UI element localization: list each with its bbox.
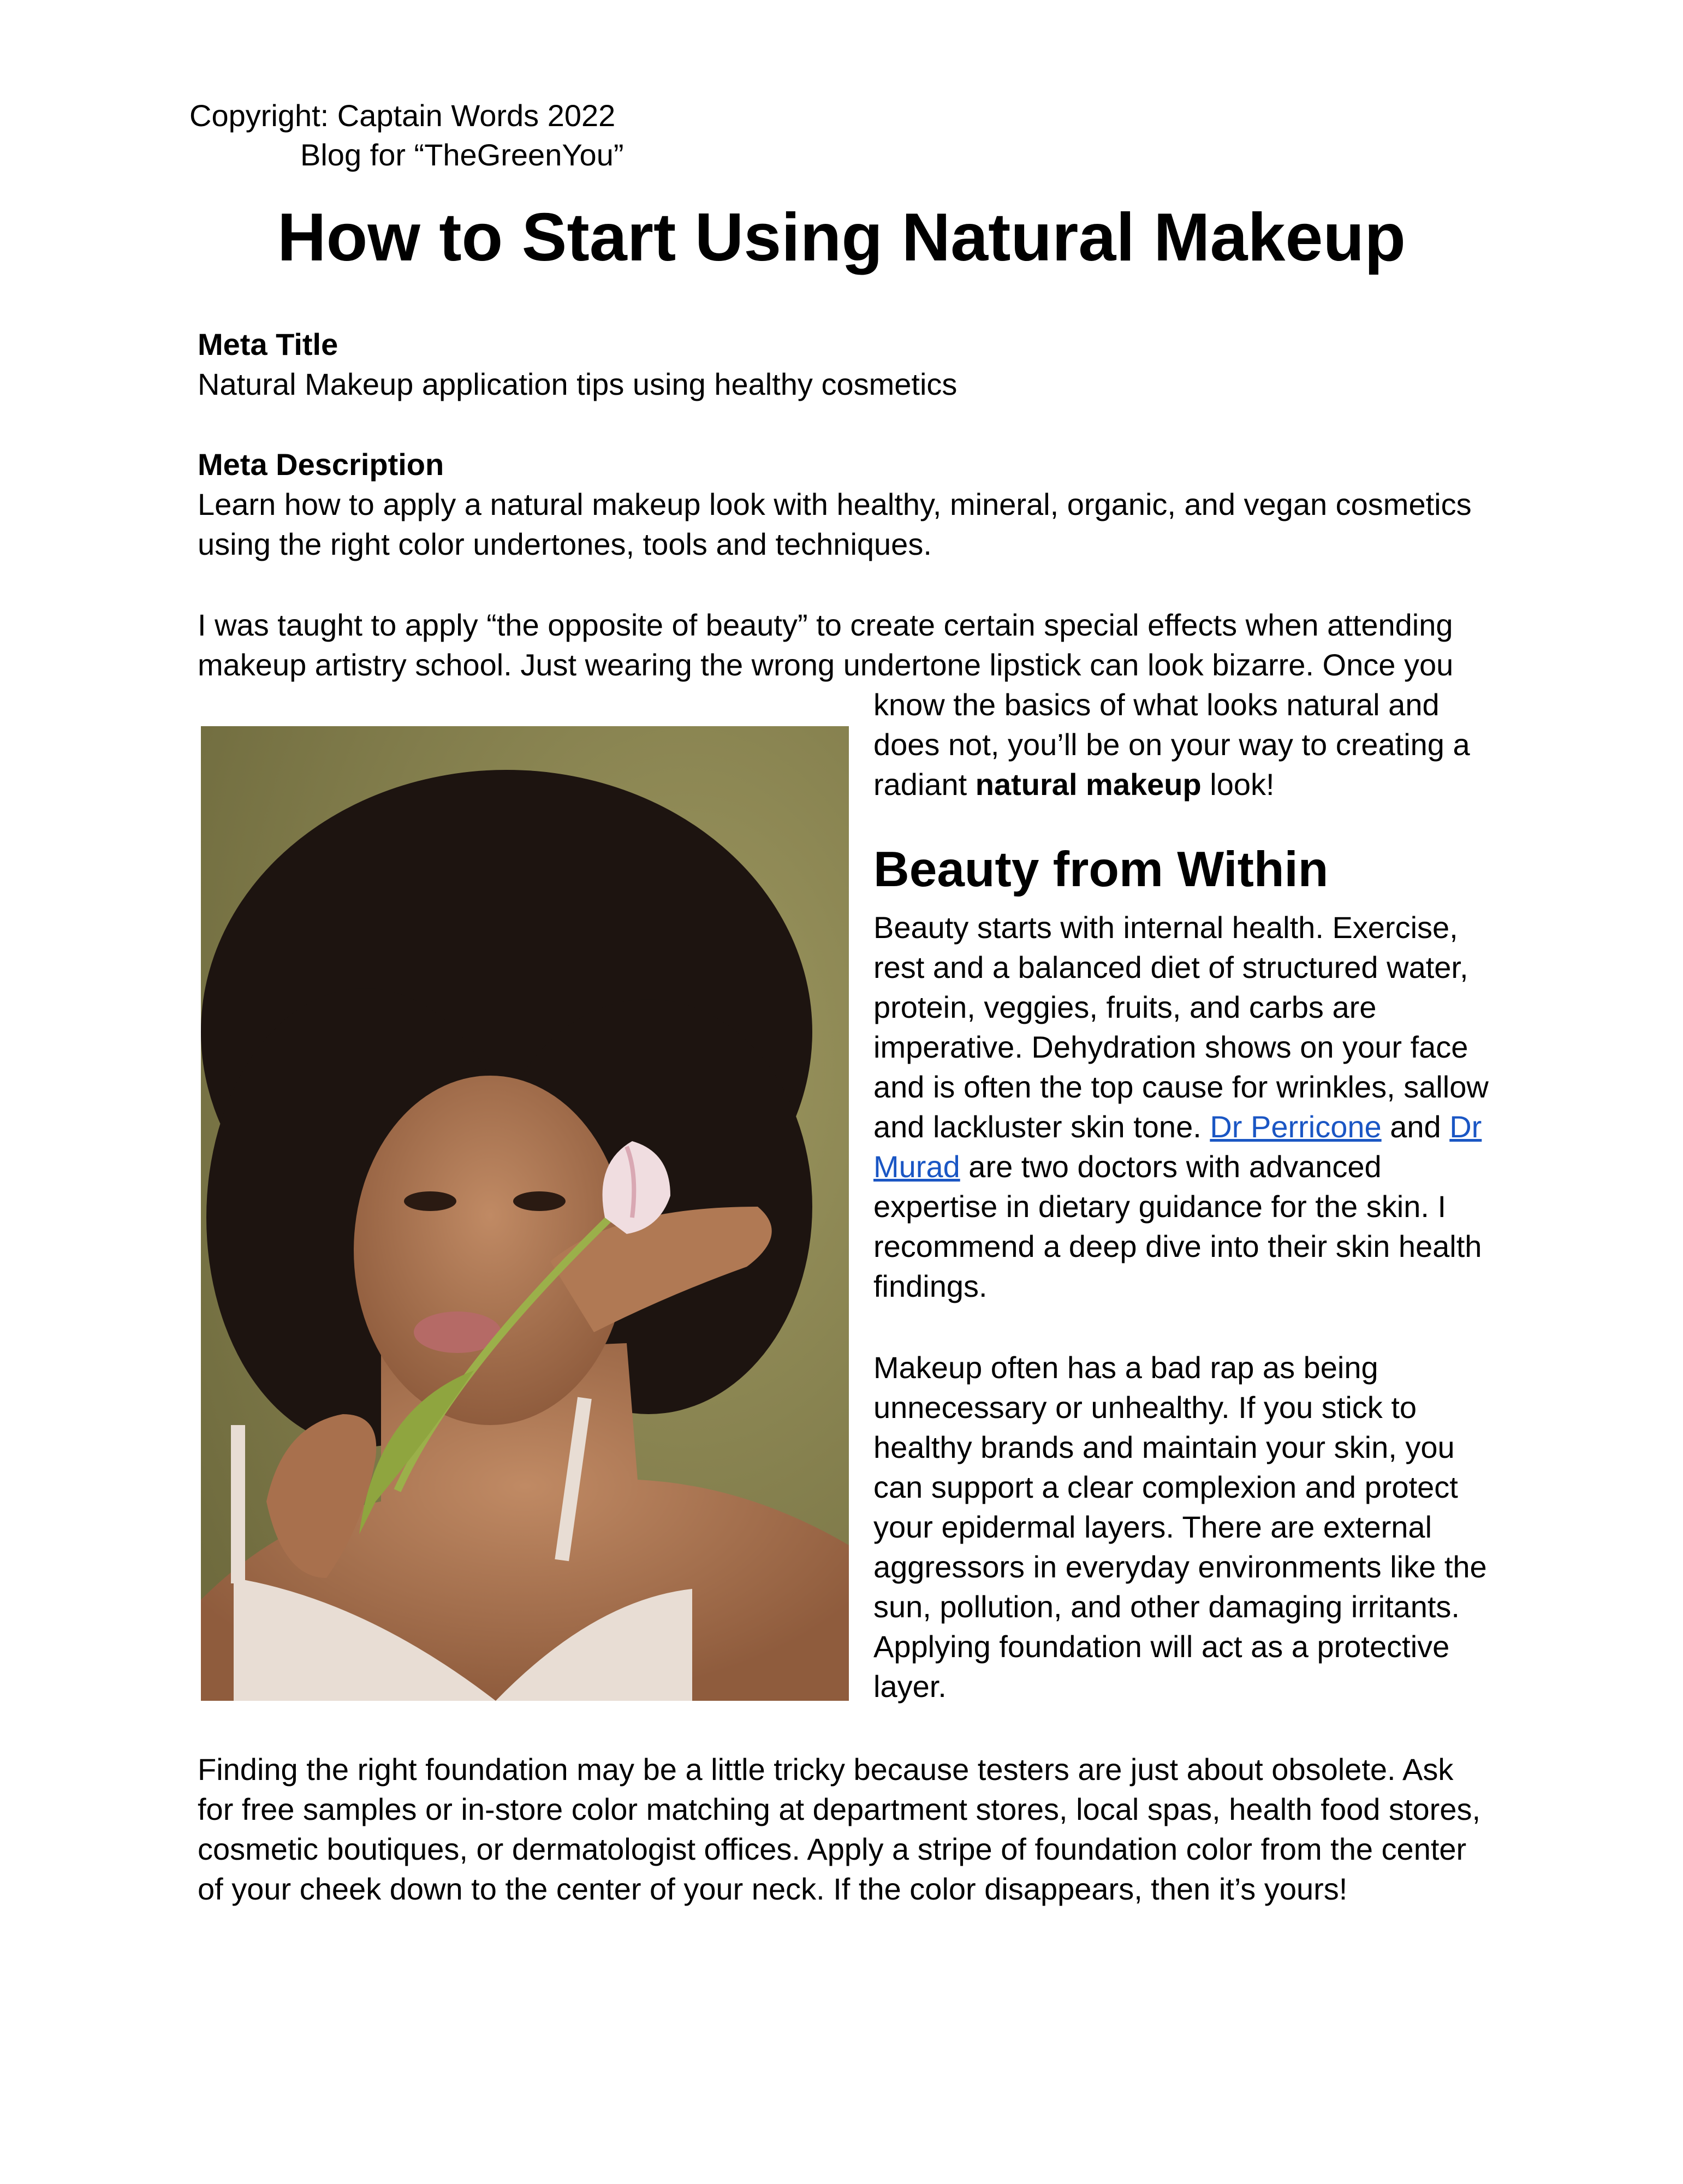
intro-line: I was taught to apply “the opposite of beauty” to create certain special effects when attending xyxy=(198,608,1453,642)
foundation-paragraph xyxy=(198,1749,1480,1909)
meta-description-line: Learn how to apply a natural makeup look with healthy, mineral, organic, and vegan cosmetics xyxy=(198,487,1472,521)
meta-description-block xyxy=(198,444,1472,564)
body-line: cosmetic boutiques, or dermatologist offices. Apply a stripe of foundation color from the center xyxy=(198,1832,1467,1866)
body-line: findings. xyxy=(873,1269,988,1303)
page-title: How to Start Using Natural Makeup xyxy=(277,200,1406,275)
body-line: expertise in dietary guidance for the skin. I xyxy=(873,1189,1447,1224)
portrait-photo xyxy=(201,726,849,1701)
blog-line: Blog for “TheGreenYou” xyxy=(300,138,624,172)
body-line: and lackluster skin tone. Dr Perricone and Dr xyxy=(873,1109,1482,1144)
section-heading: Beauty from Within xyxy=(873,842,1329,897)
body-line: Murad are two doctors with advanced xyxy=(873,1149,1382,1184)
body-line: rest and a balanced diet of structured water, xyxy=(873,950,1468,984)
beauty-paragraph-2 xyxy=(873,1348,1487,1706)
body-line: aggressors in everyday environments like the xyxy=(873,1550,1487,1584)
portrait-woman-holding-tulip-icon xyxy=(201,726,849,1701)
body-line: sun, pollution, and other damaging irritants. xyxy=(873,1589,1460,1624)
body-line: Finding the right foundation may be a little tricky because testers are just about obsolete. Ask xyxy=(198,1752,1454,1787)
dr-murad-link-part1[interactable]: Dr xyxy=(1449,1109,1482,1144)
body-line: Applying foundation will act as a protective xyxy=(873,1629,1450,1664)
dr-murad-link-part2[interactable]: Murad xyxy=(873,1149,960,1184)
body-line: layer. xyxy=(873,1669,947,1704)
meta-title-text: Natural Makeup application tips using healthy cosmetics xyxy=(198,367,958,401)
intro-line: know the basics of what looks natural and xyxy=(873,687,1440,722)
body-line: unnecessary or unhealthy. If you stick to xyxy=(873,1390,1417,1425)
dr-perricone-link[interactable]: Dr Perricone xyxy=(1210,1109,1382,1144)
meta-title-block xyxy=(198,324,957,404)
body-line: and is often the top cause for wrinkles, sallow xyxy=(873,1070,1489,1104)
body-line: imperative. Dehydration shows on your face xyxy=(873,1030,1468,1064)
intro-line: does not, you’ll be on your way to creating a xyxy=(873,727,1470,762)
meta-description-line: using the right color undertones, tools and techniques. xyxy=(198,527,932,561)
body-line: healthy brands and maintain your skin, you xyxy=(873,1430,1455,1464)
intro-last-line: radiant natural makeup look! xyxy=(873,767,1275,802)
body-line: can support a clear complexion and protect xyxy=(873,1470,1458,1504)
body-line: of your cheek down to the center of your neck. If the color disappears, then it’s yours! xyxy=(198,1872,1348,1906)
intro-continued xyxy=(873,685,1470,804)
body-line: protein, veggies, fruits, and carbs are xyxy=(873,990,1377,1024)
meta-title-label: Meta Title xyxy=(198,327,338,361)
body-line: Beauty starts with internal health. Exercise, xyxy=(873,910,1458,945)
body-line: recommend a deep dive into their skin health xyxy=(873,1229,1482,1263)
body-line: Makeup often has a bad rap as being xyxy=(873,1350,1378,1385)
intro-paragraph xyxy=(198,605,1453,685)
natural-makeup-bold: natural makeup xyxy=(975,767,1202,802)
copyright-line: Copyright: Captain Words 2022 xyxy=(189,98,616,133)
intro-line: makeup artistry school. Just wearing the wrong undertone lipstick can look bizarre. Once you xyxy=(198,648,1454,682)
beauty-paragraph-1 xyxy=(873,907,1489,1306)
body-line: for free samples or in-store color matching at department stores, local spas, health food stores, xyxy=(198,1792,1481,1826)
meta-description-label: Meta Description xyxy=(198,447,444,482)
body-line: your epidermal layers. There are external xyxy=(873,1510,1432,1544)
